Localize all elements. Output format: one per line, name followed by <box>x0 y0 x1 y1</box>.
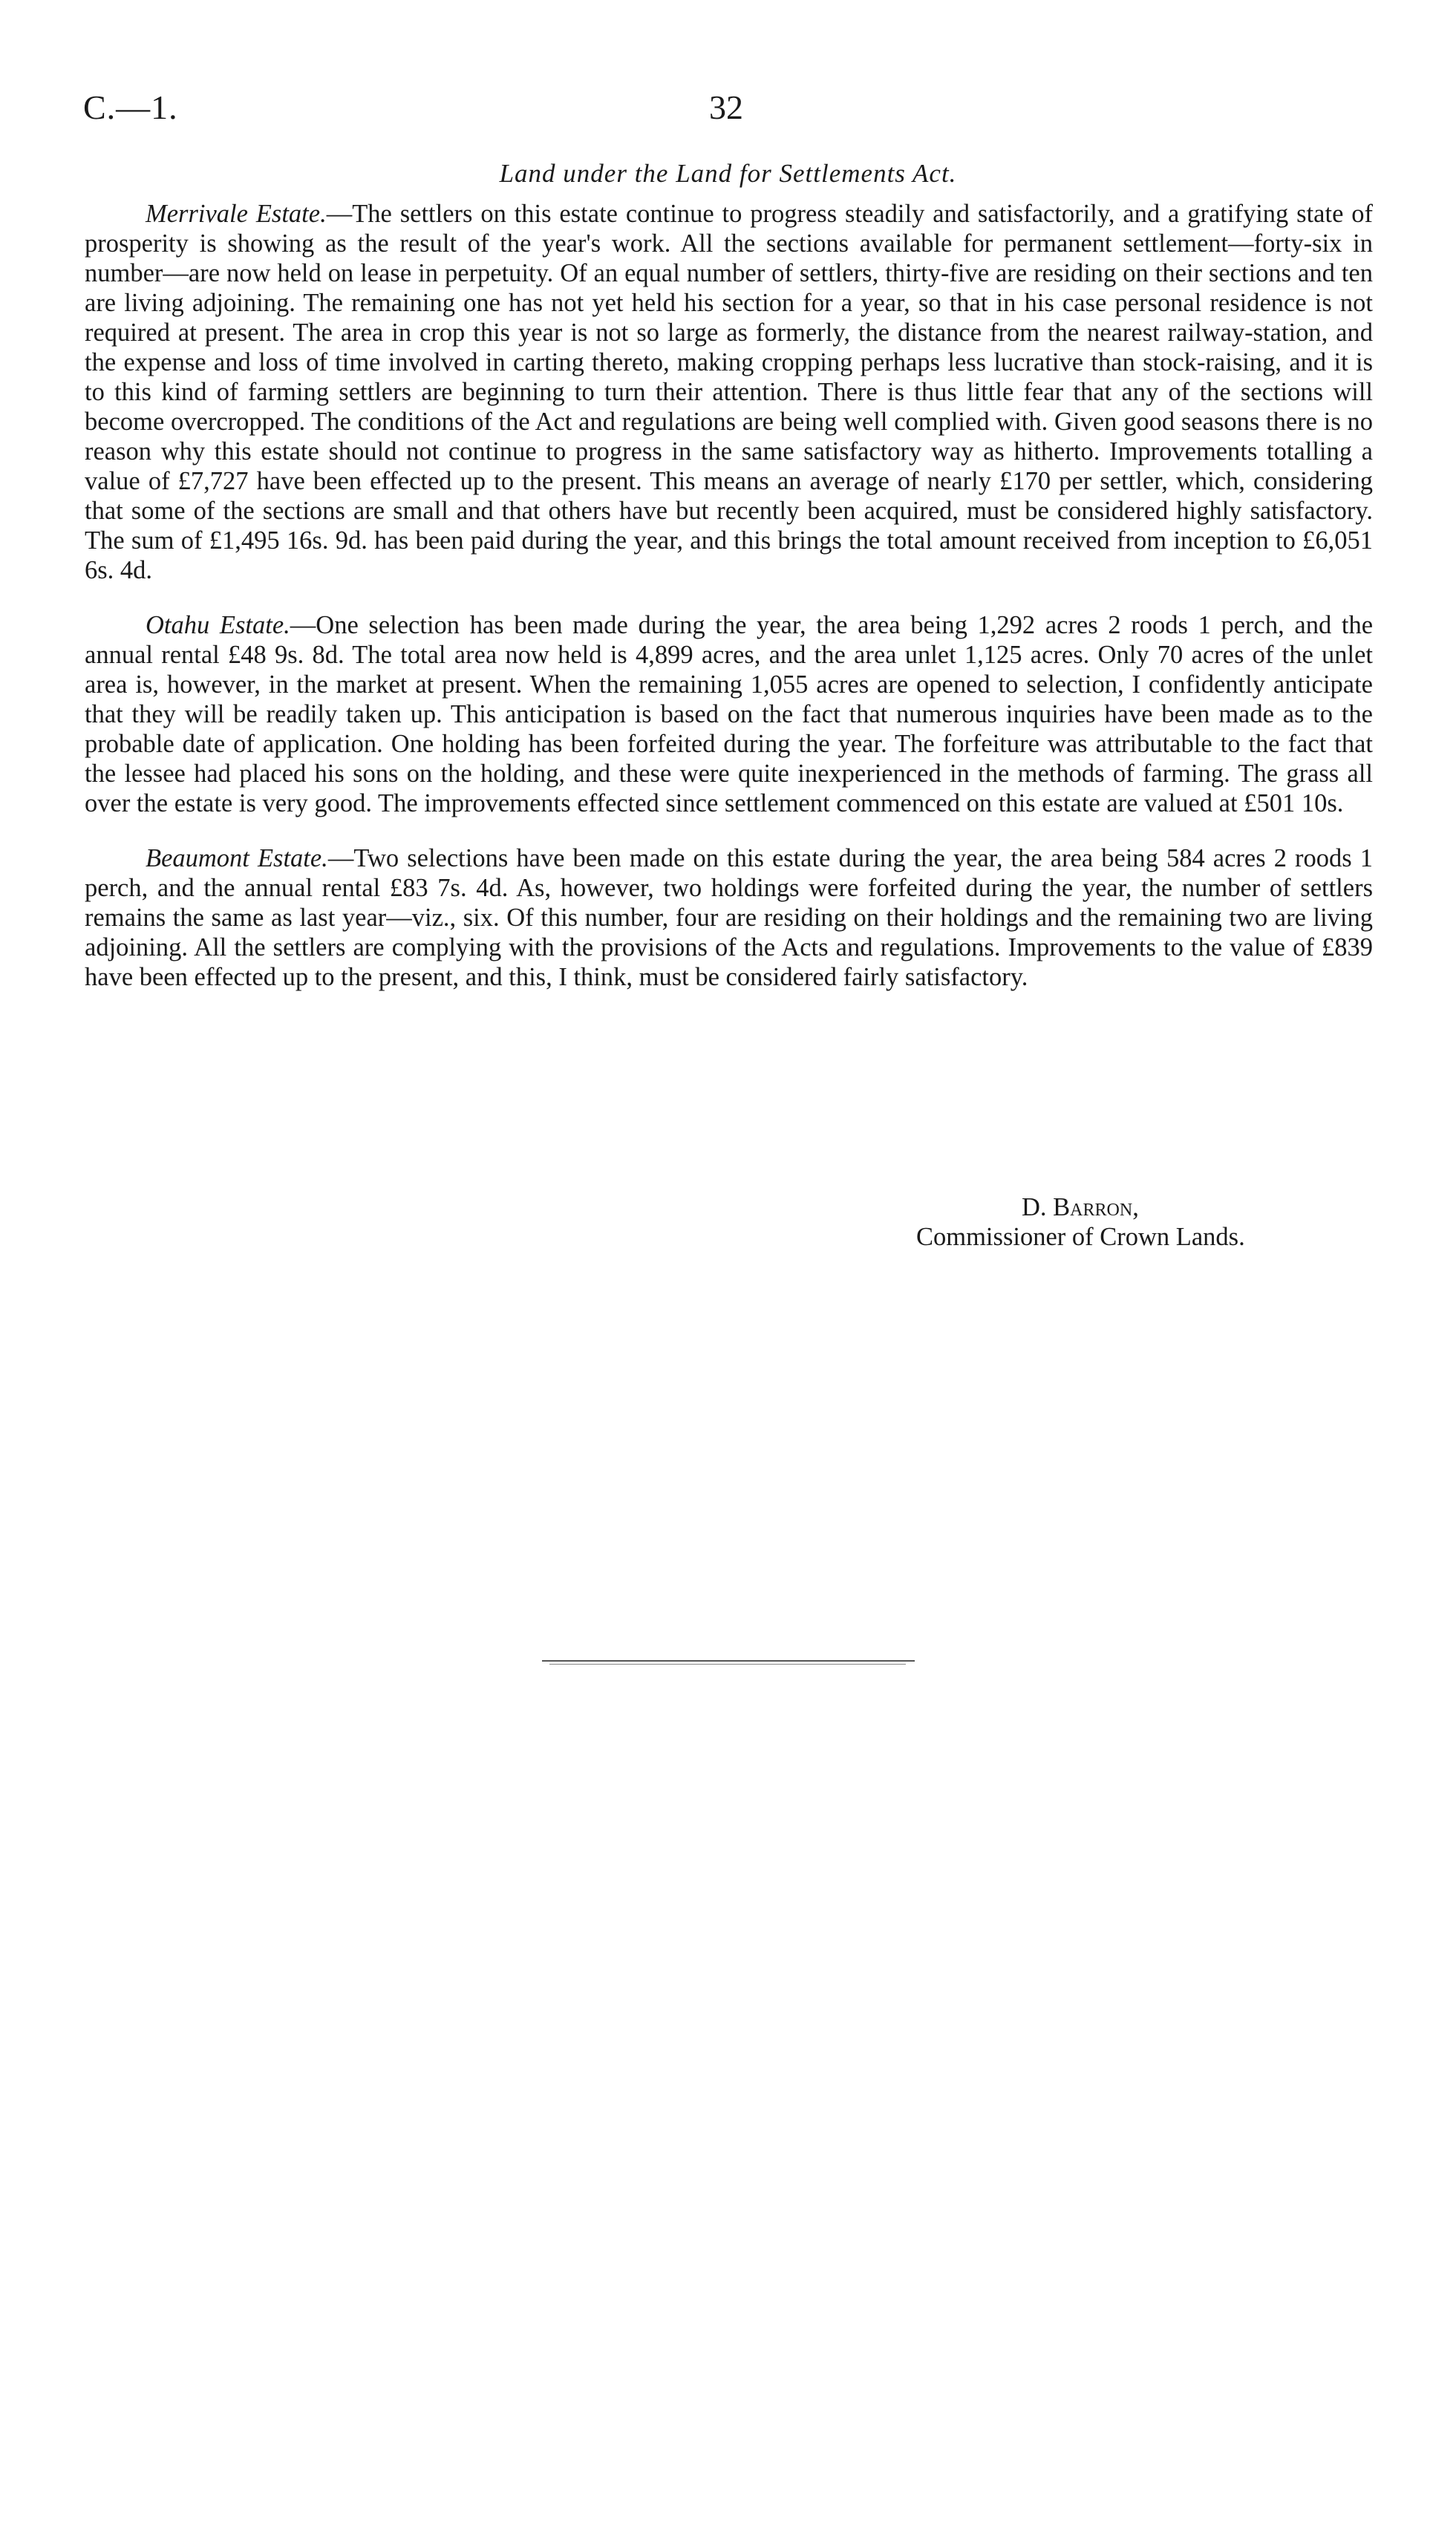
paragraph-beaumont <box>85 843 1373 992</box>
signatory-name: D. Barron, <box>1022 1193 1139 1221</box>
paragraph-merrivale <box>85 199 1373 585</box>
signature-block <box>916 1192 1245 1252</box>
paragraph-otahu <box>85 610 1373 818</box>
rule-line <box>542 1660 915 1662</box>
closing-rule <box>542 1660 915 1665</box>
body-text <box>85 199 1373 1017</box>
estate-name: Beaumont Estate. <box>146 844 328 872</box>
estate-name: Otahu Estate. <box>146 611 290 639</box>
rule-line <box>549 1664 906 1665</box>
document-reference: C.—1. <box>83 88 178 126</box>
estate-name: Merrivale Estate. <box>146 200 327 228</box>
signatory-title: Commissioner of Crown Lands. <box>916 1223 1245 1251</box>
paragraph-text: —The settlers on this estate continue to progress steadily and satisfactorily, and a gratifying state of prosperity is showing as the result of the year's work. All the sections available for permanent settlement—forty-six in number—are now held on lease in perpetuity. Of an equal number of settlers, thirty-five are residing on their sections and ten are living adjoining. The remaining one has not yet held his section for a year, so that in his case personal residence is not required at present. The area in crop this year is not so large as formerly, the distance from the nearest railway-station, and the expense and loss of time involved in carting thereto, making cropping perhaps less lucrative than stock-raising, and it is to this kind of farming settlers are beginning to turn their attention. There is thus little fear that any of the sections will become overcropped. The conditions of the Act and regulations are being well complied with. Given good seasons there is no reason why this estate should not continue to progress in the same satisfactory way as hitherto. Improvements totalling a value of £7,727 have been effected up to the present. This means an average of nearly £170 per settler, which, considering that some of the sections are small and that others have but recently been acquired, must be considered highly satisfactory. The sum of £1,495 16s. 9d. has been paid during the year, and this brings the total amount received from inception to £6,051 6s. 4d. <box>85 200 1374 584</box>
page-number: 32 <box>709 88 743 126</box>
paragraph-text: —Two selections have been made on this estate during the year, the area being 584 acres 2 roods 1 perch, and the annual rental £83 7s. 4d. As, however, two holdings were forfeited during the year, the number of settlers remains the same as last year—viz., six. Of this number, four are residing on their holdings and the remaining two are living adjoining. All the settlers are complying with the provisions of the Acts and regulations. Improvements to the value of £839 have been effected up to the present, and this, I think, must be considered fairly satisfactory. <box>85 844 1373 991</box>
paragraph-text: —One selection has been made during the year, the area being 1,292 acres 2 roods 1 perch, and the annual rental £48 9s. 8d. The total area now held is 4,899 acres, and the area unlet 1,125 acres. Only 70 acres of the unlet area is, however, in the market at present. When the remaining 1,055 acres are opened to selection, I confidently anticipate that they will be readily taken up. This anticipation is based on the fact that numerous inquiries have been made as to the probable date of application. One holding has been forfeited during the year. The forfeiture was attributable to the fact that the lessee had placed his sons on the holding, and these were quite inexperienced in the methods of farming. The grass all over the estate is very good. The improvements effected since settlement commenced on this estate are valued at £501 10s. <box>85 611 1374 817</box>
section-title: Land under the Land for Settlements Act. <box>499 159 957 188</box>
